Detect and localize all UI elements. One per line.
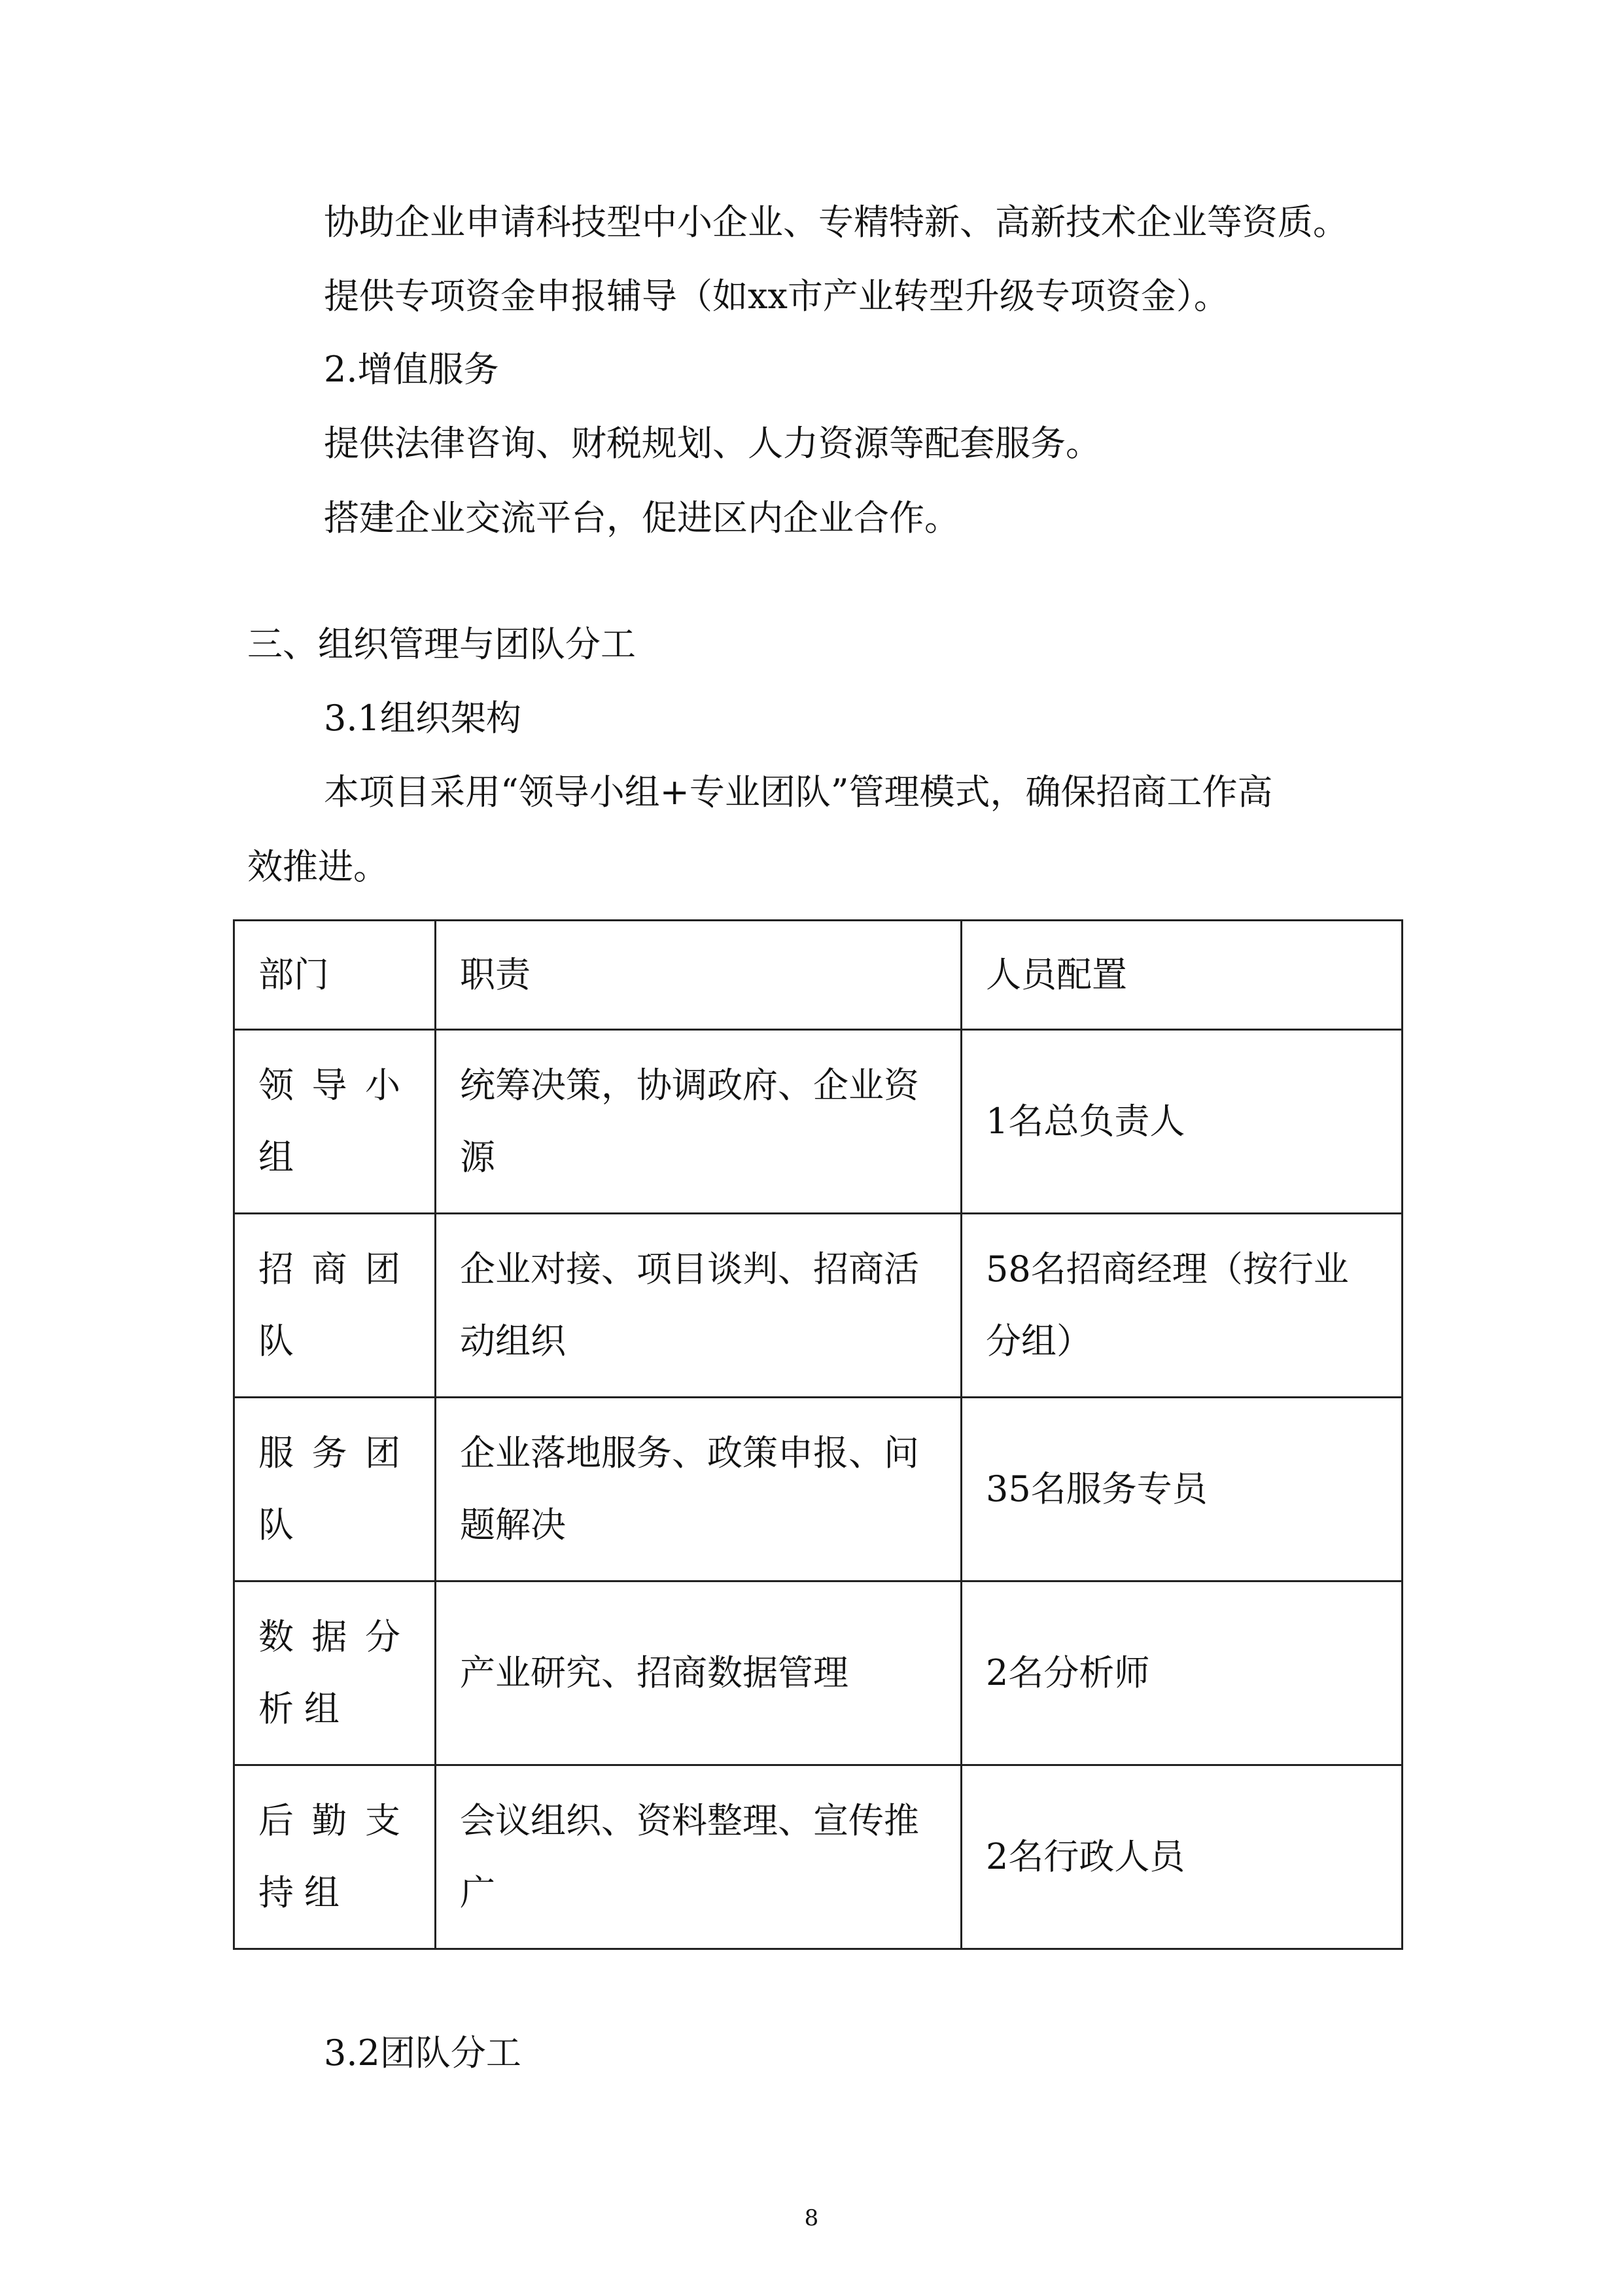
table-cell-staff: 58名招商经理（按行业分组） [962, 1214, 1403, 1398]
org-structure-table [233, 919, 1403, 1950]
table-header-staff: 人员配置 [962, 921, 1403, 1030]
table-header-row [234, 921, 1403, 1030]
table-row [234, 1030, 1403, 1214]
table-cell-duty: 统筹决策，协调政府、企业资源 [436, 1030, 962, 1214]
table-cell-dept: 领导小组 [234, 1030, 436, 1214]
table-cell-dept: 招商团队 [234, 1214, 436, 1398]
paragraph-qualification-support: 协助企业申请科技型中小企业、专精特新、高新技术企业等资质。 [324, 202, 1348, 243]
table-cell-staff: 35名服务专员 [962, 1398, 1403, 1581]
table-row [234, 1398, 1403, 1581]
table-cell-staff: 2名行政人员 [962, 1765, 1403, 1949]
table-cell-duty: 企业落地服务、政策申报、问题解决 [436, 1398, 962, 1581]
table-header-duty: 职责 [436, 921, 962, 1030]
table-row [234, 1214, 1403, 1398]
table-cell-dept: 后勤支持组 [234, 1765, 436, 1949]
table-cell-dept: 数据分析组 [234, 1581, 436, 1765]
table-row [234, 1581, 1403, 1765]
page-number: 8 [804, 2205, 819, 2231]
table-cell-staff: 1名总负责人 [962, 1030, 1403, 1214]
table-header-dept: 部门 [234, 921, 436, 1030]
table-row [234, 1765, 1403, 1949]
table-cell-duty: 会议组织、资料整理、宣传推广 [436, 1765, 962, 1949]
paragraph-management-mode-cont: 效推进。 [247, 846, 389, 887]
paragraph-special-fund-guidance: 提供专项资金申报辅导（如xx市产业转型升级专项资金）。 [324, 275, 1229, 317]
paragraph-exchange-platform: 搭建企业交流平台，促进区内企业合作。 [324, 497, 960, 539]
table-cell-duty: 产业研究、招商数据管理 [436, 1581, 962, 1765]
subheading-org-structure: 3.1组织架构 [324, 698, 521, 739]
table-cell-dept: 服务团队 [234, 1398, 436, 1581]
subheading-team-division: 3.2团队分工 [324, 2032, 521, 2074]
table-cell-duty: 企业对接、项目谈判、招商活动组织 [436, 1214, 962, 1398]
paragraph-supporting-services: 提供法律咨询、财税规划、人力资源等配套服务。 [324, 423, 1101, 464]
subheading-value-added-services: 2.增值服务 [324, 349, 499, 390]
table-cell-staff: 2名分析师 [962, 1581, 1403, 1765]
section-heading-organization: 三、组织管理与团队分工 [247, 624, 636, 665]
paragraph-management-mode: 本项目采用“领导小组+专业团队”管理模式，确保招商工作高 [324, 771, 1273, 813]
